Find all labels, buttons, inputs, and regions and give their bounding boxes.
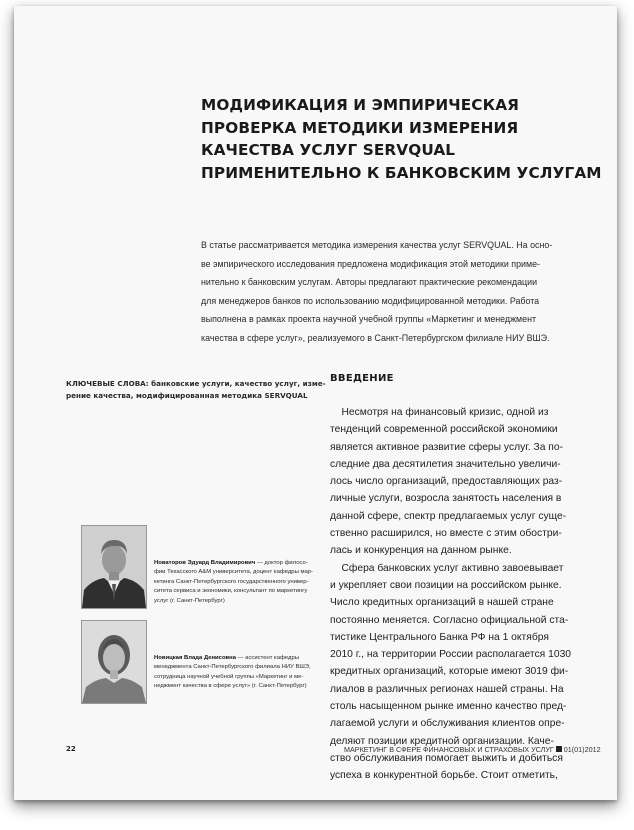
author-name: Новаторов Эдуард Владимирович <box>154 560 256 566</box>
section-heading: ВВЕДЕНИЕ <box>330 373 394 384</box>
body-line: успеха в конкурентной борьбе. Стоит отметить, <box>330 770 558 782</box>
body-line: лиалов в различных регионах нашей страны. На <box>330 683 564 695</box>
author-photo <box>81 620 147 704</box>
author-photo <box>81 525 147 609</box>
body-line: деляют позиции кредитной организации. Каче- <box>330 735 554 747</box>
author-caption <box>154 654 326 692</box>
title-line: КАЧЕСТВА УСЛУГ SERVQUAL <box>201 141 456 159</box>
journal-footer <box>344 745 601 754</box>
body-line: тенденций современной российской экономики <box>330 424 558 436</box>
body-line: тистике Центрального Банка РФ на 1 октября <box>330 631 549 643</box>
article-title <box>201 94 602 184</box>
body-line: следние два десятилетия значительно увеличи- <box>330 458 561 470</box>
author-description: — ассистент кафедры <box>236 655 299 661</box>
square-separator-icon <box>556 746 562 752</box>
author-description: услуг (г. Санкт-Петербург) <box>154 597 225 604</box>
title-line: МОДИФИКАЦИЯ И ЭМПИРИЧЕСКАЯ <box>201 96 520 114</box>
body-line: постоянно меняется. Согласно официальной ста- <box>330 614 569 626</box>
keywords-block <box>66 378 326 402</box>
author-description: фии Техасского A&M университета, доцент кафедры мар- <box>154 569 314 576</box>
page-number: 22 <box>66 745 76 753</box>
title-line: ПРИМЕНИТЕЛЬНО К БАНКОВСКИМ УСЛУГАМ <box>201 163 602 182</box>
author-description: ситета сервиса и экономики, консультант по маркетингу <box>154 588 308 595</box>
keywords-line: КЛЮЧЕВЫЕ СЛОВА: банковские услуги, качество услуг, изме- <box>66 379 326 388</box>
author-description: сотрудница научной учебной группы «Маркетинг и ме- <box>154 673 304 680</box>
journal-issue: 01(01)2012 <box>563 745 601 754</box>
body-line: лагаемой услуги и обслуживания клиентов опре- <box>330 718 565 730</box>
body-line: Число кредитных организаций в нашей стране <box>330 597 554 609</box>
body-line: 2010 г., на территории России располагается 1030 <box>330 649 572 661</box>
article-abstract <box>201 236 591 348</box>
body-line: и укрепляет свои позиции на российском рынке. <box>330 579 562 591</box>
body-line: ственно расширился, но вместе с этим обостри- <box>330 528 562 540</box>
body-text <box>330 404 600 785</box>
author-description: менеджмента Санкт-Петербургского филиала НИУ ВШЭ, <box>154 664 311 671</box>
body-line: личные услуги, возросла занятость населения в <box>330 493 562 505</box>
abstract-line: для менеджеров банков по использованию модифицированной методики. Работа <box>201 295 540 306</box>
author-portrait-man <box>82 526 146 608</box>
body-line: столь насыщенном рынке именно качество пред- <box>330 701 567 713</box>
body-line: ство обслуживания помогает выжить и добиться <box>330 752 563 764</box>
author-portrait-woman <box>82 621 146 703</box>
abstract-line: качества в сфере услуг», реализуемого в Санкт-Петербургском филиале НИУ ВШЭ. <box>201 332 550 343</box>
author-description: кетинга Санкт-Петербургского государственного универ- <box>154 578 309 585</box>
body-line: кредитных организаций, которые имеют 3019 фи- <box>330 666 569 678</box>
abstract-line: ве эмпирического исследования предложена модификация этой методики приме- <box>201 258 540 269</box>
journal-name: МАРКЕТИНГ В СФЕРЕ ФИНАНСОВЫХ И СТРАХОВЫХ УСЛУГ <box>344 745 554 754</box>
body-line: лось число организаций, предоставляющих раз- <box>330 476 563 488</box>
body-line: Сфера банковских услуг активно завоевывает <box>330 562 564 574</box>
body-line: является активное развитие сферы услуг. За по- <box>330 441 564 453</box>
body-line: Несмотря на финансовый кризис, одной из <box>330 407 549 418</box>
abstract-line: нительно к банковским услугам. Авторы предлагают практические рекомендации <box>201 277 538 288</box>
abstract-line: выполнена в рамках проекта научной учебной группы «Маркетинг и менеджмент <box>201 314 537 325</box>
author-description: неджмент качества в сфере услуг» (г. Санкт-Петербург) <box>154 683 307 690</box>
author-description: — доктор филосо- <box>255 560 308 566</box>
author-caption <box>154 559 326 606</box>
body-line: данной сфере, спектр предлагаемых услуг суще- <box>330 510 567 522</box>
body-line: лась и конкуренция на данном рынке. <box>330 545 512 557</box>
author-name: Новицкая Влада Денисовна <box>154 655 236 661</box>
abstract-line: В статье рассматривается методика измерения качества услуг SERVQUAL. На осно- <box>201 240 553 250</box>
title-line: ПРОВЕРКА МЕТОДИКИ ИЗМЕРЕНИЯ <box>201 118 519 137</box>
keywords-line: рение качества, модифицированная методика SERVQUAL <box>66 391 308 400</box>
